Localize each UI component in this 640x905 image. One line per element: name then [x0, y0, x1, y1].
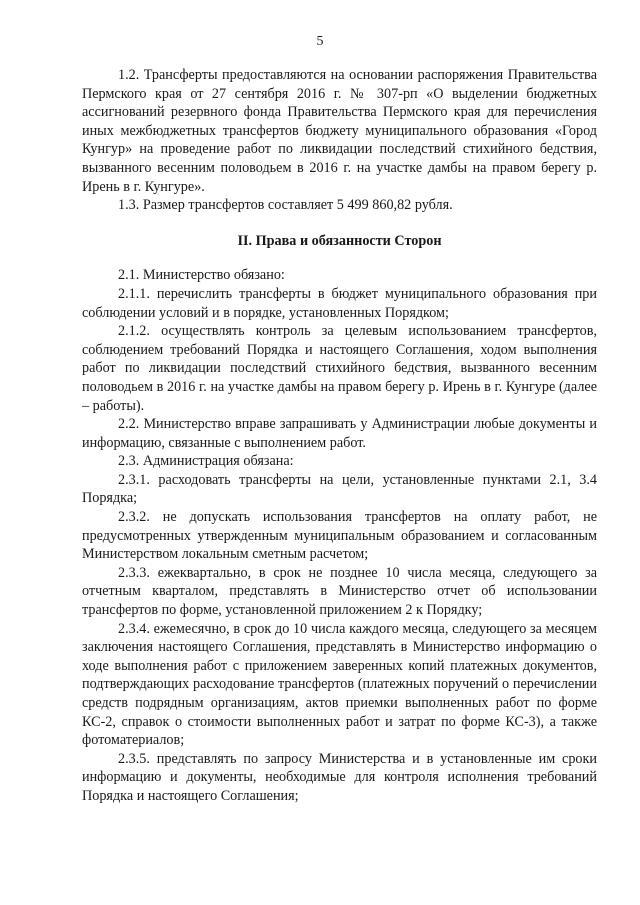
paragraph-2-3-4: 2.3.4. ежемесячно, в срок до 10 числа каждого месяца, следующего за месяцем заключения настоящего Соглашения, представлять в Министерство информацию о ходе выполнения работ с приложением заверенных копий платежных документов, подтверждающих расходование трансфертов (платежных поручений о перечислении средств подрядным организациям, актов приемки выполненных работ по форме КС-2, справок о стоимости выполненных работ и затрат по форме КС-3), а также фотоматериалов;: [82, 620, 597, 749]
paragraph-2-1-2: 2.1.2. осуществлять контроль за целевым использованием трансфертов, соблюдением требований Порядка и настоящего Соглашения, ходом выполнения работ по ликвидации последствий стихийного бедствия, вызванного весенним половодьем в 2016 г. на участке дамбы на правом берегу р. Ирень в г. Кунгуре (далее – работы).: [82, 323, 597, 414]
paragraph-1-2: 1.2. Трансферты предоставляются на основании распоряжения Правительства Пермского края от 27 сентября 2016 г. № 307-рп «О выделении бюджетных ассигнований резервного фонда Правительства Пермского края для перечисления иных межбюджетных трансфертов бюджету муниципального образования «Город Кунгур» на проведение работ по ликвидации последствий стихийного бедствия, вызванного весенним половодьем в 2016 г. на участке дамбы на правом берегу р. Ирень в г. Кунгуре».: [82, 67, 597, 195]
paragraph-2-3: 2.3. Администрация обязана:: [118, 453, 294, 470]
paragraph-2-3-1: 2.3.1. расходовать трансферты на цели, установленные пунктами 2.1, 3.4 Порядка;: [82, 471, 597, 507]
paragraph-2-3-5: 2.3.5. представлять по запросу Министерства и в установленные им сроки информацию и документы, необходимые для контроля исполнения требований Порядка и настоящего Соглашения;: [82, 750, 597, 804]
document-body: [82, 66, 597, 806]
page-number: 5: [316, 34, 324, 49]
paragraph-2-3-3: 2.3.3. ежеквартально, в срок не позднее 10 числа месяца, следующего за отчетным кварталом, представлять в Министерство отчет об использовании трансфертов по форме, установленной приложением 2 к Порядку;: [82, 564, 597, 619]
paragraph-2-1-1: 2.1.1. перечислить трансферты в бюджет муниципального образования при соблюдении условий и в порядке, установленных Порядком;: [82, 285, 597, 321]
paragraph-1-3: 1.3. Размер трансфертов составляет 5 499 860,82 рубля.: [118, 197, 453, 214]
paragraph-2-2: 2.2. Министерство вправе запрашивать у Администрации любые документы и информацию, связанные с выполнением работ.: [82, 416, 597, 451]
paragraph-2-1: 2.1. Министерство обязано:: [118, 267, 285, 284]
paragraph-2-3-2: 2.3.2. не допускать использования трансфертов на оплату работ, не предусмотренных утвержденным муниципальным образованием и согласованным Министерством локальным сметным расчетом;: [82, 509, 597, 563]
section-heading: II. Права и обязанности Сторон: [237, 232, 442, 249]
